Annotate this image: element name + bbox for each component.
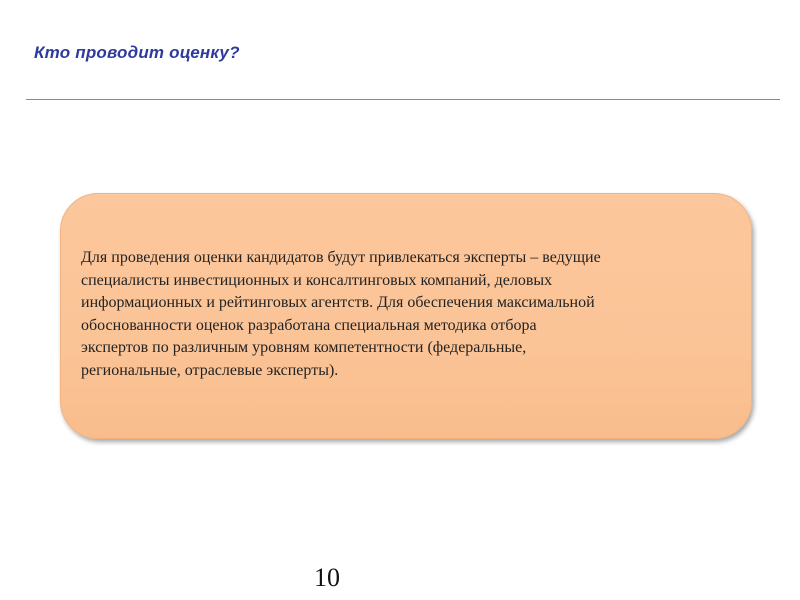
page-number: 10 — [314, 563, 340, 592]
callout-text — [81, 247, 741, 382]
callout-line: Для проведения оценки кандидатов будут привлекаться эксперты – ведущие — [81, 249, 601, 266]
callout-line: региональные, отраслевые эксперты). — [81, 361, 339, 379]
callout-line: обоснованности оценок разработана специальная методика отбора — [81, 316, 537, 334]
title-divider — [26, 99, 780, 100]
callout-line: информационных и рейтинговых агентств. Для обеспечения максимальной — [81, 294, 595, 311]
slide-title: Кто проводит оценку? — [34, 43, 240, 62]
callout-line: специалисты инвестиционных и консалтинговых компаний, деловых — [81, 271, 553, 289]
callout-box — [60, 193, 752, 439]
callout-line: экспертов по различным уровням компетентности (федеральные, — [81, 339, 527, 356]
